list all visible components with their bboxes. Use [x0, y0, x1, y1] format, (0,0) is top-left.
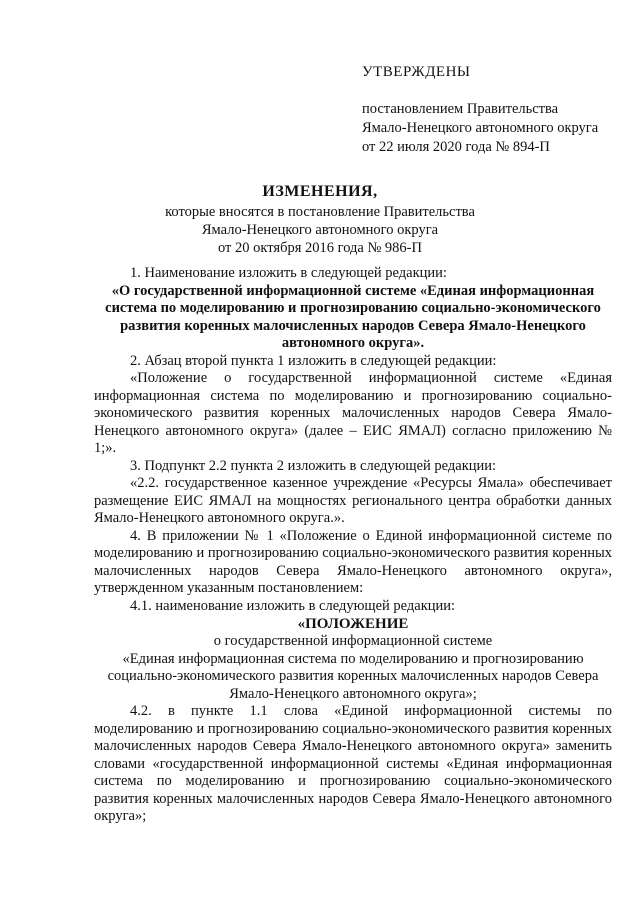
document-body	[94, 265, 612, 826]
approval-line: постановлением Правительства	[362, 101, 559, 117]
document-title	[0, 181, 640, 257]
title-line: которые вносятся в постановление Правительства	[165, 204, 475, 220]
paragraph-item-1-quote: «О государственной информационной системе «Единая информационная система по моделированию и прогнозированию социально-экономического развития коренных малочисленных народов Севера Ямало-Ненецкого автономного округа».	[105, 282, 601, 351]
regulation-title-line: «Единая информационная система по моделированию и прогнозированию	[122, 650, 584, 667]
paragraph-item-2-quote: «Положение о государственной информационной системе «Единая информационная система по моделированию и прогнозированию социально-экономического развития коренных малочисленных народов Севера Ямало-Ненецкого автономного округа» (далее – ЕИС ЯМАЛ) согласно приложению № 1;».	[94, 370, 612, 456]
paragraph-item-4: 4. В приложении № 1 «Положение о Единой информационной системе по моделированию и прогнозированию социально-экономического развития коренных малочисленных народов Севера Ямало-Ненецкого автономного округа», утвержденном указанным постановлением:	[94, 527, 612, 596]
paragraph-item-2: 2. Абзац второй пункта 1 изложить в следующей редакции:	[130, 352, 497, 369]
paragraph-item-3: 3. Подпункт 2.2 пункта 2 изложить в следующей редакции:	[130, 457, 497, 474]
approval-stamp	[362, 62, 598, 157]
regulation-title-line: Ямало-Ненецкого автономного округа»;	[229, 685, 477, 702]
regulation-heading: «ПОЛОЖЕНИЕ	[297, 616, 409, 632]
title-line: от 20 октября 2016 года № 986-П	[218, 240, 422, 256]
approval-label: УТВЕРЖДЕНЫ	[362, 64, 471, 80]
approval-line: от 22 июля 2020 года № 894-П	[362, 139, 550, 155]
title-line: Ямало-Ненецкого автономного округа	[201, 222, 439, 238]
title-heading: ИЗМЕНЕНИЯ,	[262, 183, 378, 200]
approval-line: Ямало-Ненецкого автономного округа	[362, 120, 599, 136]
paragraph-item-4-1: 4.1. наименование изложить в следующей редакции:	[130, 597, 456, 614]
regulation-title-line: социально-экономического развития коренных малочисленных народов Севера	[107, 668, 599, 684]
paragraph-item-3-quote: «2.2. государственное казенное учреждение «Ресурсы Ямала» обеспечивает размещение ЕИС ЯМАЛ на мощностях регионального центра обработки данных Ямало-Ненецкого автономного округа.».	[94, 475, 612, 526]
paragraph-item-1: 1. Наименование изложить в следующей редакции:	[130, 265, 447, 281]
regulation-title-line: о государственной информационной системе	[213, 633, 493, 649]
paragraph-item-4-2: 4.2. в пункте 1.1 слова «Единой информационной системы по моделированию и прогнозированию социально-экономического развития коренных малочисленных народов Севера Ямало-Ненецкого автономного округа» заменить словами «государственной информационной системы «Единая информационная система по моделированию и прогнозированию социально-экономического развития коренных малочисленных народов Севера Ямало-Ненецкого автономного округа»;	[94, 703, 612, 824]
